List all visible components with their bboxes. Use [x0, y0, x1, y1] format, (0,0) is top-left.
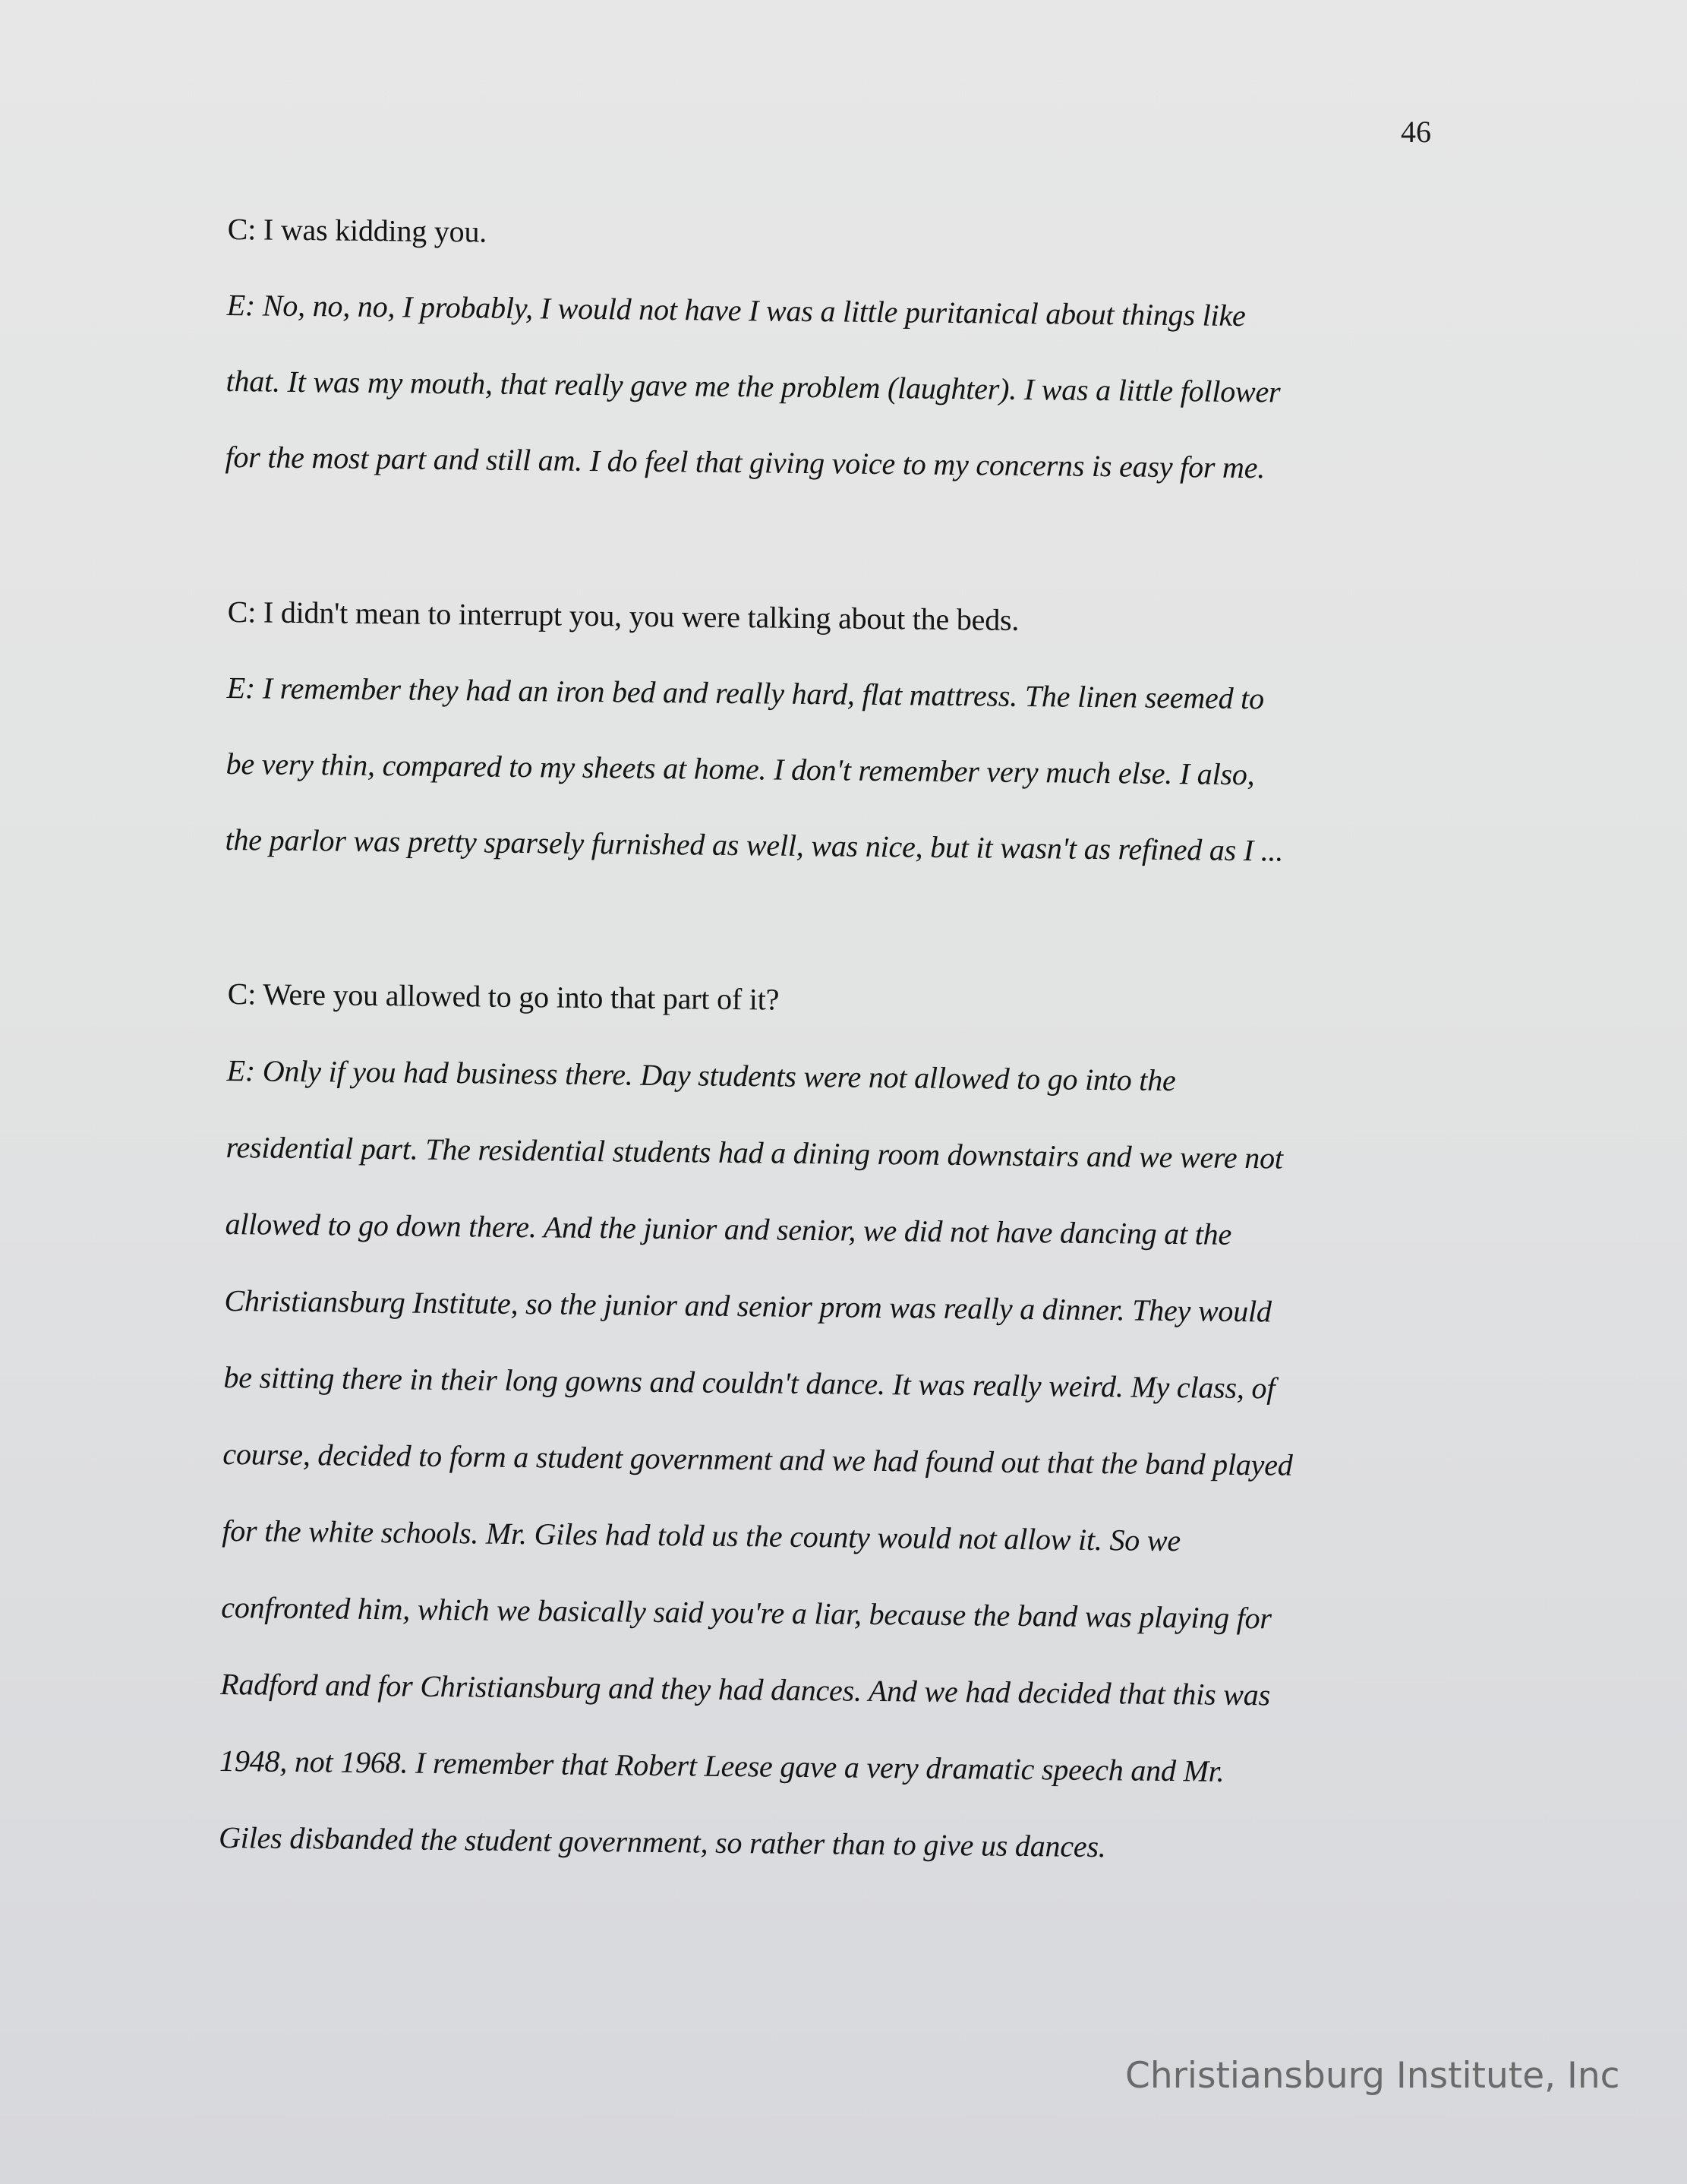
answer-line: Radford and for Christiansburg and they had dances. And we had decided that this was — [219, 1666, 1271, 1712]
transcript-block-2 — [225, 594, 1443, 868]
answer-line: allowed to go down there. And the junior and senior, we did not have dancing at the — [225, 1206, 1232, 1251]
answer-line: for the most part and still am. I do feel that giving voice to my concerns is easy for me. — [225, 439, 1266, 485]
question-line: C: I was kidding you. — [227, 211, 487, 249]
answer-line: Giles disbanded the student government, so rather than to give us dances. — [218, 1819, 1106, 1864]
transcript-block-3 — [218, 976, 1443, 1864]
answer-line: be very thin, compared to my sheets at home. I don't remember very much else. I also, — [225, 746, 1255, 792]
answer-line: be sitting there in their long gowns and couldn't dance. It was really weird. My class, of — [223, 1359, 1275, 1406]
answer-line: Christiansburg Institute, so the junior and senior prom was really a dinner. They would — [224, 1283, 1272, 1329]
answer-line: residential part. The residential students had a dining room downstairs and we were not — [225, 1129, 1284, 1176]
answer-line: the parlor was pretty sparsely furnished as well, was nice, but it wasn't as refined as I ... — [225, 822, 1284, 868]
answer-line: 1948, not 1968. I remember that Robert Leese gave a very dramatic speech and Mr. — [219, 1743, 1225, 1788]
answer-line: E: No, no, no, I probably, I would not have I was a little puritanical about things like — [226, 287, 1246, 333]
page-number: 46 — [1401, 115, 1431, 149]
transcript-block-1 — [225, 211, 1443, 485]
answer-line: confronted him, which we basically said you're a liar, because the band was playing for — [221, 1589, 1272, 1636]
watermark: Christiansburg Institute, Inc — [1125, 2055, 1620, 2097]
answer-line: E: I remember they had an iron bed and really hard, flat mattress. The linen seemed to — [226, 670, 1265, 716]
answer-line: E: Only if you had business there. Day students were not allowed to go into the — [226, 1053, 1176, 1098]
answer-line: for the white schools. Mr. Giles had told us the county would not allow it. So we — [222, 1513, 1181, 1558]
question-line: C: Were you allowed to go into that part of it? — [227, 977, 780, 1017]
answer-line: that. It was my mouth, that really gave me the problem (laughter). I was a little follower — [225, 363, 1281, 409]
question-line: C: I didn't mean to interrupt you, you were talking about the beds. — [227, 594, 1020, 637]
answer-line: course, decided to form a student government and we had found out that the band played — [222, 1436, 1293, 1482]
